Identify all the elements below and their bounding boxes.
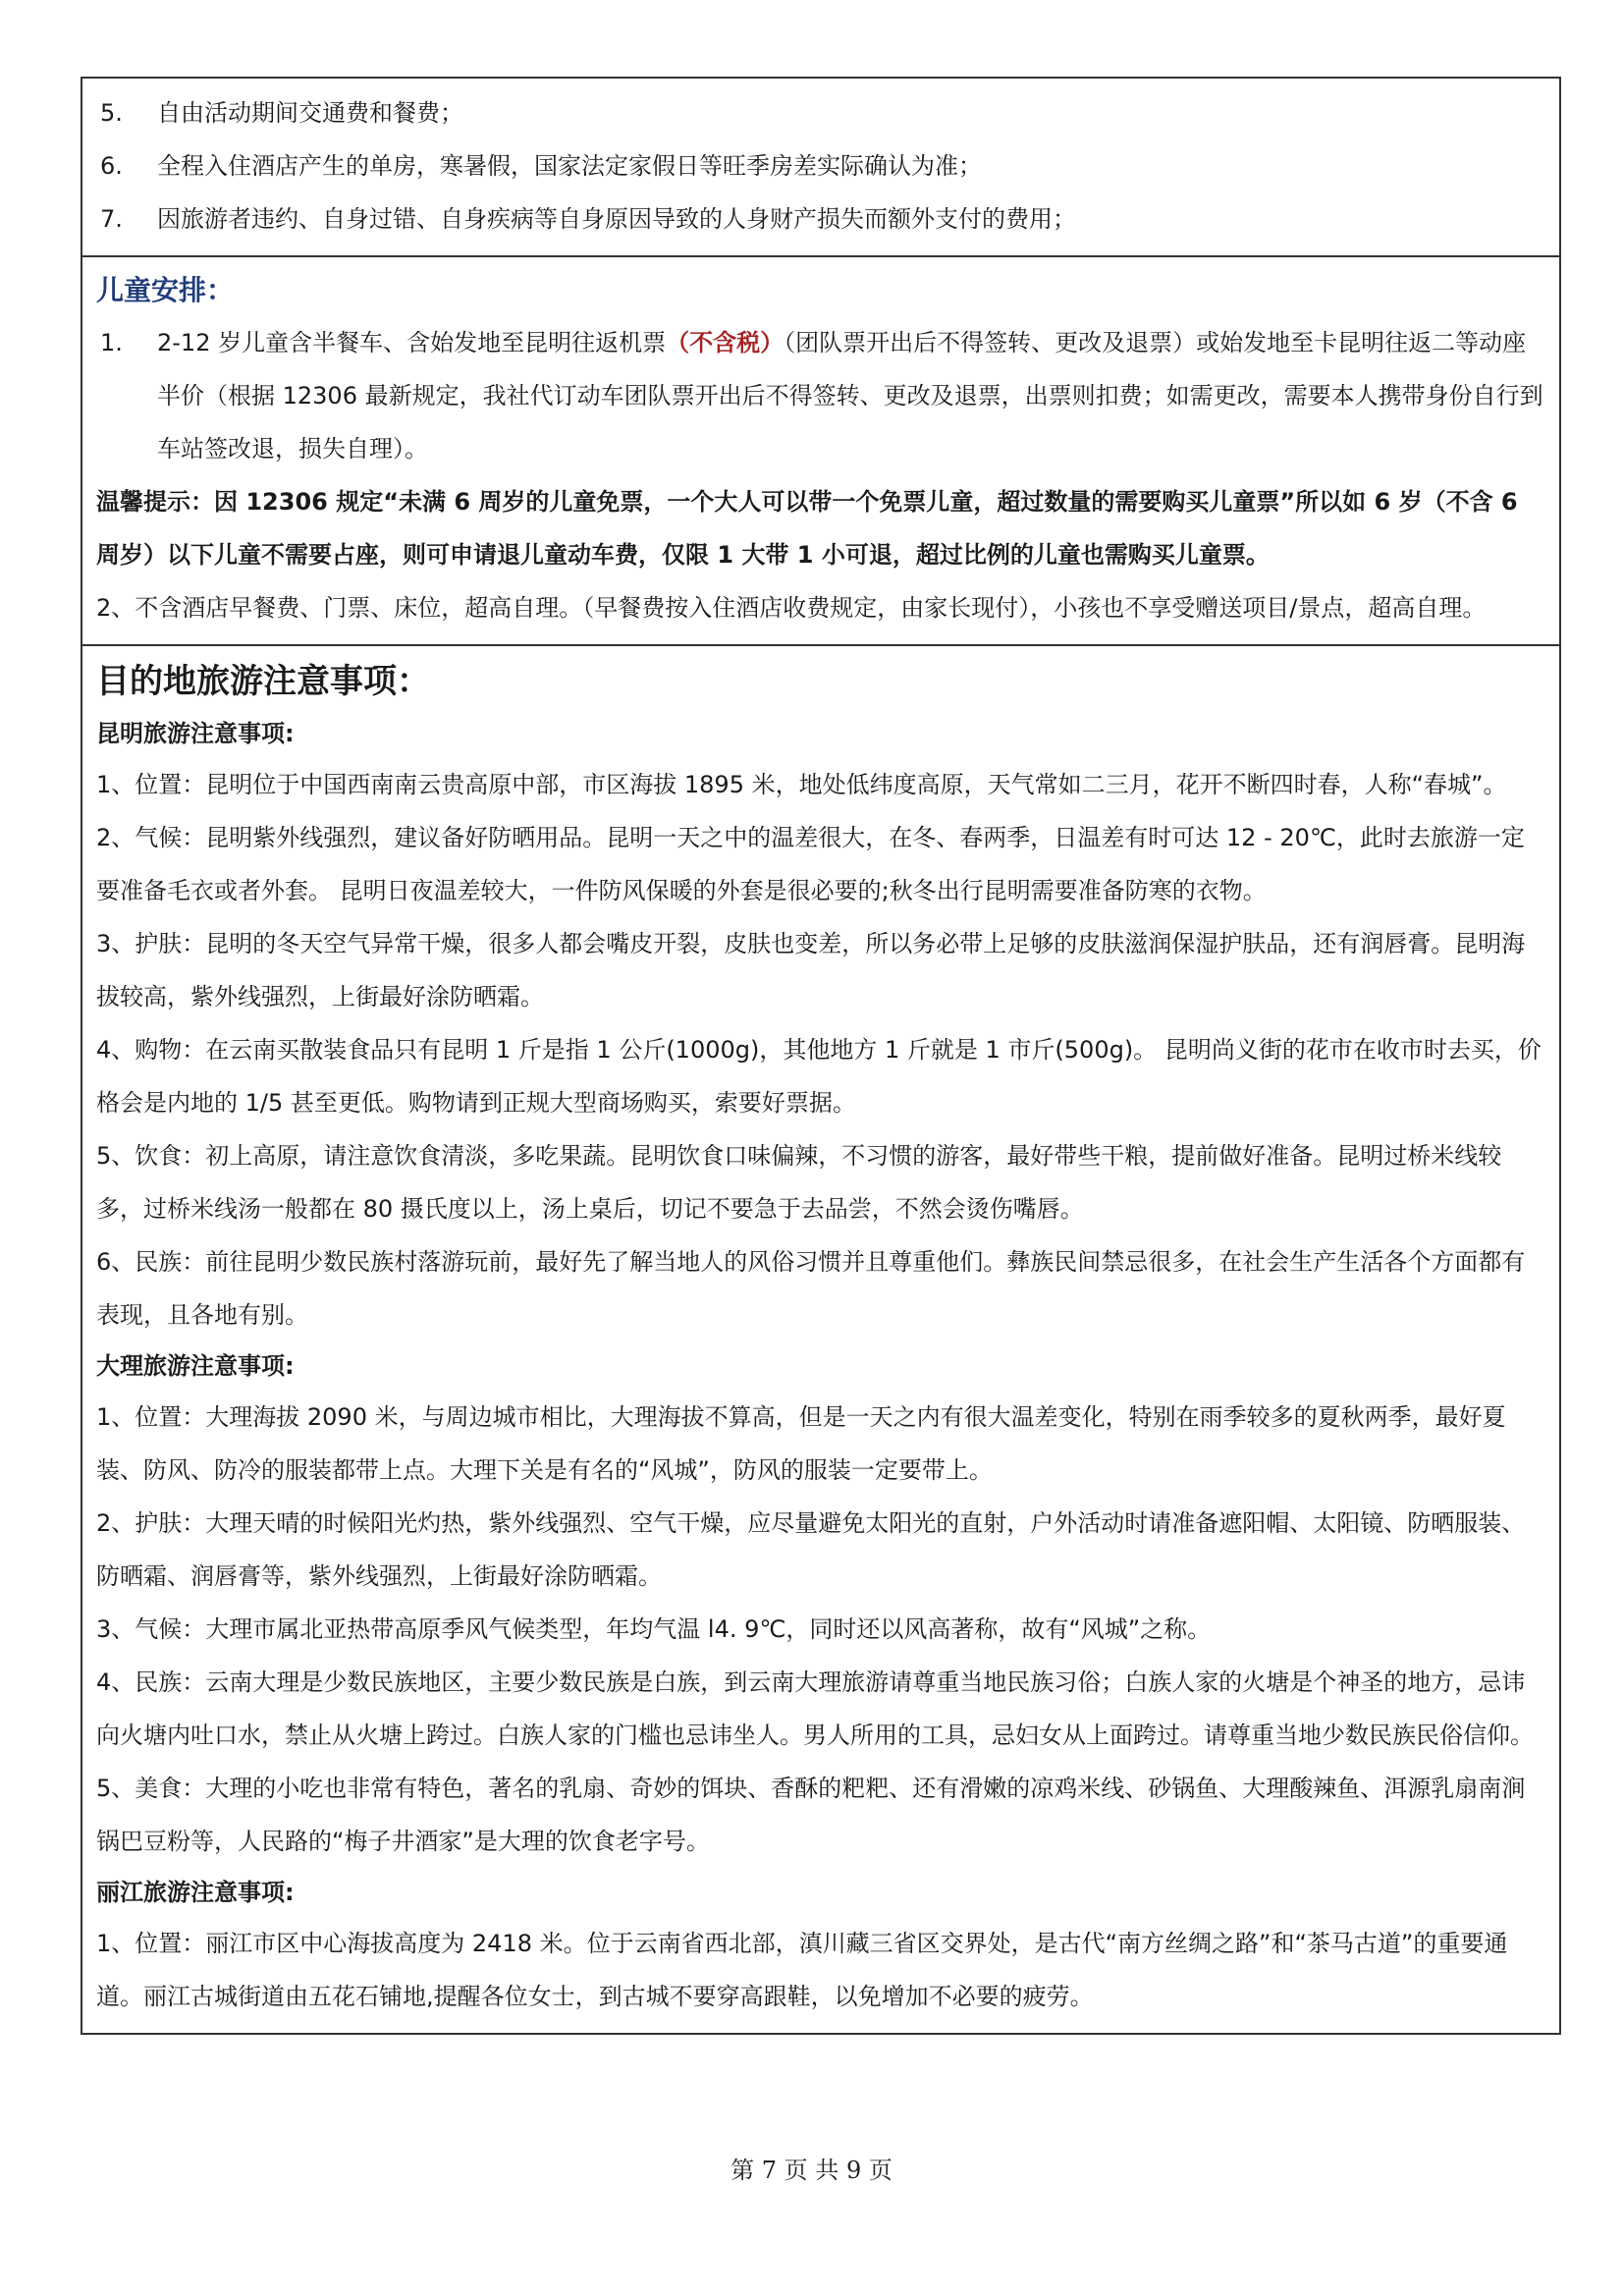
fee-item	[96, 139, 1545, 192]
kunming-note: 6、民族：前往昆明少数民族村落游玩前，最好先了解当地人的风俗习惯并且尊重他们。彝族民间禁忌很多，在社会生产生活各个方面都有表现，且各地有别。	[96, 1248, 1526, 1329]
fee-item-text: 全程入住酒店产生的单房，寒暑假，国家法定家假日等旺季房差实际确认为准；	[157, 152, 982, 180]
fee-item-text: 自由活动期间交通费和餐费；	[157, 99, 463, 127]
children-section	[82, 257, 1559, 646]
page-footer: 第 7 页 共 9 页	[730, 2157, 893, 2184]
dali-title: 大理旅游注意事项:	[96, 1352, 295, 1380]
kunming-note: 2、气候：昆明紫外线强烈，建议备好防晒用品。昆明一天之中的温差很大，在冬、春两季，日温差有时可达 12 - 20℃，此时去旅游一定要准备毛衣或者外套。 昆明日夜温差较大，一件防风保暖的外套是很必要的;秋冬出行昆明需要准备防寒的衣物。	[96, 824, 1525, 904]
document-frame	[81, 77, 1561, 2035]
children-item-1-number: 1.	[100, 329, 123, 356]
fee-item-text: 因旅游者违约、自身过错、自身疾病等自身原因导致的人身财产损失而额外支付的费用；	[157, 205, 1076, 233]
children-item-1-post: （团队票开出后不得签转、更改及退票）或始发地至卡昆明往返二等动座半价（根据 12306 最新规定，我社代订动车团队票开出后不得签转、更改及退票，出票则扣费；如需更改，需要本人携带身份自行到车站签改退，损失自理）。	[157, 329, 1543, 463]
kunming-note: 1、位置：昆明位于中国西南南云贵高原中部，市区海拔 1895 米，地处低纬度高原，天气常如二三月，花开不断四时春，人称“春城”。	[96, 771, 1507, 798]
destination-title: 目的地旅游注意事项：	[96, 662, 430, 701]
lijiang-title: 丽江旅游注意事项:	[96, 1879, 295, 1906]
dali-note: 3、气候：大理市属北亚热带高原季风气候类型，年均气温 l4. 9℃，同时还以风高著称，故有“风城”之称。	[96, 1615, 1212, 1643]
destination-section	[82, 646, 1559, 2033]
children-title: 儿童安排：	[96, 274, 235, 306]
dali-note: 5、美食：大理的小吃也非常有特色，著名的乳扇、奇妙的饵块、香酥的粑粑、还有滑嫩的凉鸡米线、砂锅鱼、大理酸辣鱼、洱源乳扇南涧锅巴豆粉等，人民路的“梅子井酒家”是大理的饮食老字号。	[96, 1775, 1526, 1855]
fee-item	[96, 86, 1545, 139]
dali-note: 1、位置：大理海拔 2090 米，与周边城市相比，大理海拔不算高，但是一天之内有很大温差变化，特别在雨季较多的夏秋两季，最好夏装、防风、防冷的服装都带上点。大理下关是有名的“风城”，防风的服装一定要带上。	[96, 1403, 1506, 1484]
kunming-title: 昆明旅游注意事项:	[96, 720, 295, 747]
fees-section	[82, 79, 1559, 257]
tax-excluded-note: （不含税）	[666, 329, 784, 356]
dali-note: 4、民族：云南大理是少数民族地区，主要少数民族是白族，到云南大理旅游请尊重当地民族习俗；白族人家的火塘是个神圣的地方，忌讳向火塘内吐口水，禁止从火塘上跨过。白族人家的门槛也忌讳坐人。男人所用的工具，忌妇女从上面跨过。请尊重当地少数民族民俗信仰。	[96, 1668, 1534, 1749]
fee-item-number: 7.	[100, 205, 123, 233]
fee-item-number: 6.	[100, 152, 123, 180]
dali-note: 2、护肤：大理天晴的时候阳光灼热，紫外线强烈、空气干燥，应尽量避免太阳光的直射，户外活动时请准备遮阳帽、太阳镜、防晒服装、防晒霜、润唇膏等，紫外线强烈，上街最好涂防晒霜。	[96, 1509, 1526, 1590]
kunming-note: 4、购物：在云南买散装食品只有昆明 1 斤是指 1 公斤(1000g)，其他地方 1 斤就是 1 市斤(500g)。 昆明尚义街的花市在收市时去买，价格会是内地的 1/5 甚至更低。购物请到正规大型商场购买，索要好票据。	[96, 1036, 1542, 1117]
fee-item	[96, 192, 1545, 246]
warm-tip: 温馨提示：因 12306 规定“未满 6 周岁的儿童免票，一个大人可以带一个免票儿童，超过数量的需要购买儿童票”所以如 6 岁（不含 6 周岁）以下儿童不需要占座，则可申请退儿童动车费，仅限 1 大带 1 小可退，超过比例的儿童也需购买儿童票。	[96, 488, 1518, 569]
children-item-1	[96, 316, 1545, 475]
children-item-1-text	[157, 316, 1545, 475]
lijiang-note: 1、位置：丽江市区中心海拔高度为 2418 米。位于云南省西北部，滇川藏三省区交界处，是古代“南方丝绸之路”和“茶马古道”的重要通道。丽江古城街道由五花石铺地,提醒各位女士，到古城不要穿高跟鞋，以免增加不必要的疲劳。	[96, 1930, 1508, 2010]
kunming-note: 5、饮食：初上高原，请注意饮食清淡，多吃果蔬。昆明饮食口味偏辣，不习惯的游客，最好带些干粮，提前做好准备。昆明过桥米线较多，过桥米线汤一般都在 80 摄氏度以上，汤上桌后，切记不要急于去品尝，不然会烫伤嘴唇。	[96, 1142, 1502, 1223]
fee-item-number: 5.	[100, 99, 123, 127]
children-item-2: 2、不含酒店早餐费、门票、床位，超高自理。（早餐费按入住酒店收费规定，由家长现付），小孩也不享受赠送项目/景点，超高自理。	[96, 594, 1487, 622]
children-item-1-pre: 2-12 岁儿童含半餐车、含始发地至昆明往返机票	[157, 329, 667, 356]
kunming-note: 3、护肤：昆明的冬天空气异常干燥，很多人都会嘴皮开裂，皮肤也变差，所以务必带上足够的皮肤滋润保湿护肤品，还有润唇膏。昆明海拔较高，紫外线强烈，上街最好涂防晒霜。	[96, 930, 1526, 1011]
